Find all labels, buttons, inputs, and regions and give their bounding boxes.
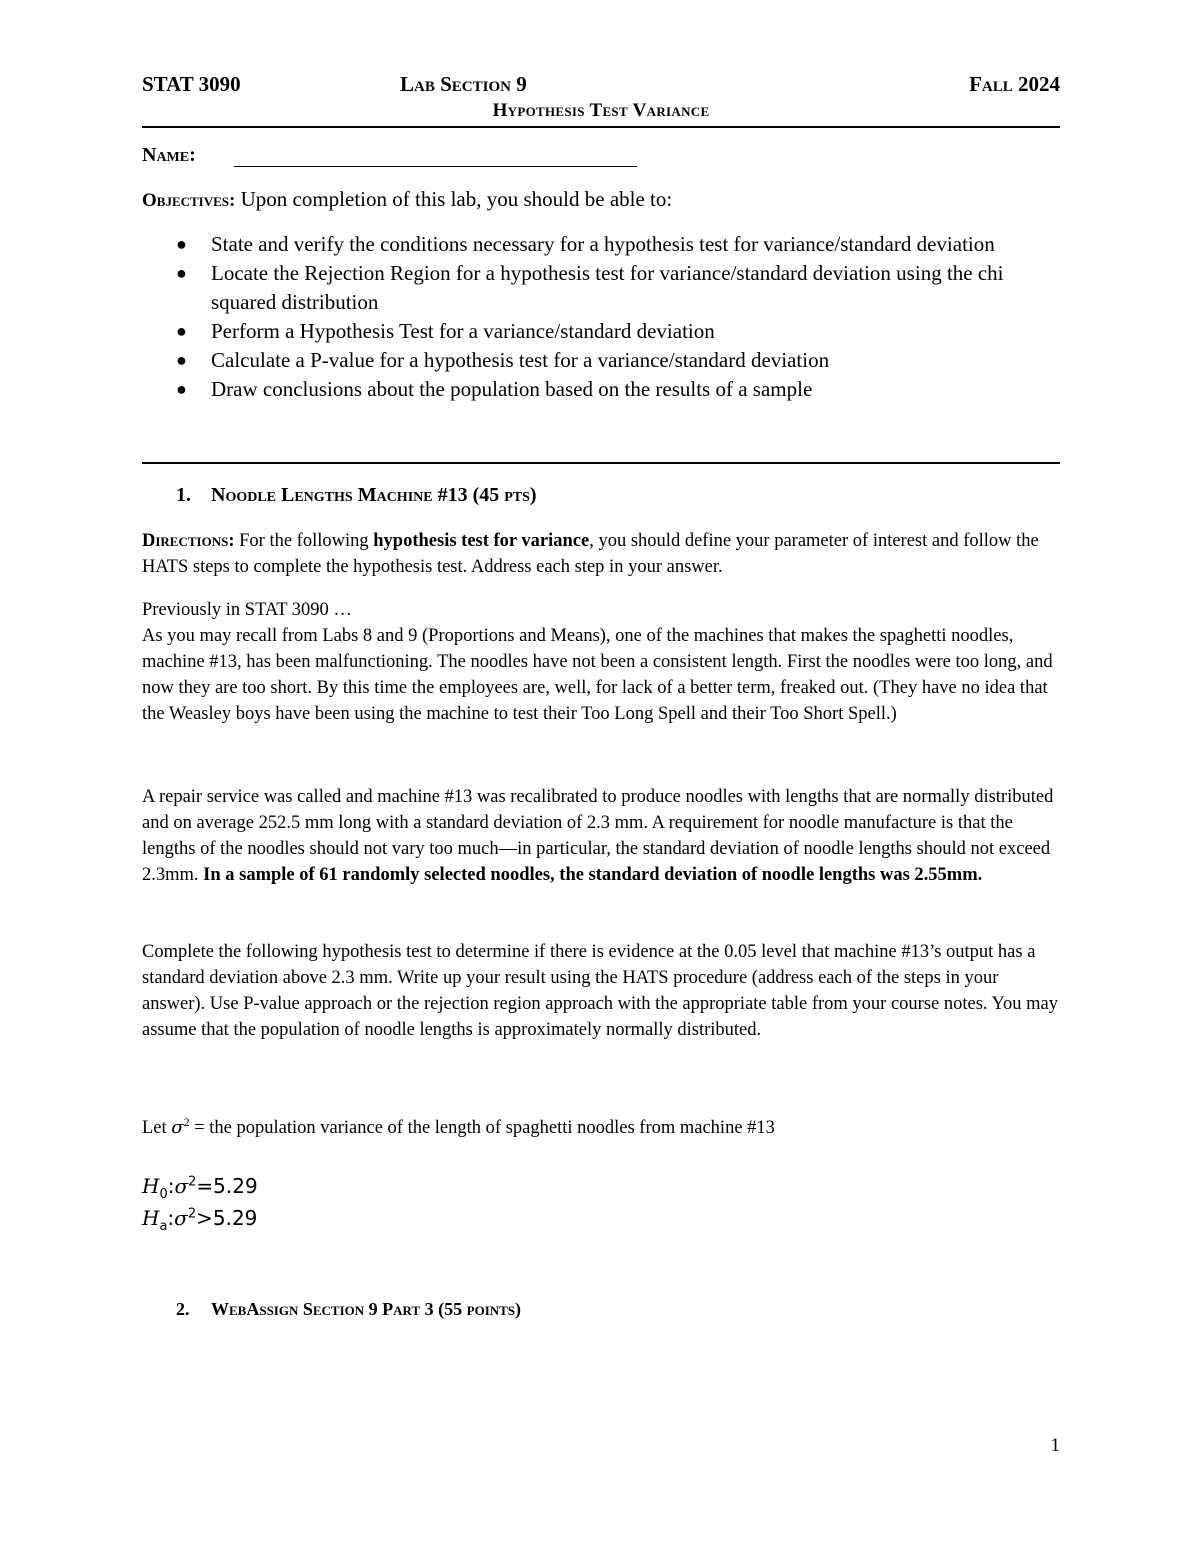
document-page bbox=[142, 0, 1060, 1553]
objectives-label: Objectives: bbox=[142, 190, 236, 211]
section-number: 2. bbox=[176, 1299, 190, 1319]
list-item: ● Draw conclusions about the population based on the results of a sample bbox=[142, 375, 1042, 404]
bullet-icon: ● bbox=[176, 379, 187, 399]
bullet-icon: ● bbox=[176, 321, 187, 341]
repair-paragraph: A repair service was called and machine #13 was recalibrated to produce noodles with lengths that are normally distributed and on average 252.5 mm long with a standard deviation of 2.3 mm. A requirement for noodle manufacture is that the lengths of the noodles should not vary too much—in particular, the standard deviation of noodle lengths should not exceed 2.3mm. In a sample of 61 randomly selected noodles, the standard deviation of noodle lengths was 2.55mm. bbox=[142, 787, 1054, 885]
lab-title: Lab Section 9 bbox=[400, 72, 527, 96]
bullet-icon: ● bbox=[176, 263, 187, 283]
parameter-definition: Let $\sigma^2$ = the population variance of the length of spaghetti noodles from machine #13 bbox=[142, 1114, 775, 1138]
null-hypothesis: $H_0:\sigma^2=5.29$ bbox=[142, 1174, 258, 1202]
lab-subtitle: Hypothesis Test Variance bbox=[492, 100, 710, 121]
objectives-intro bbox=[142, 187, 672, 212]
bullet-icon: ● bbox=[176, 234, 187, 254]
header-divider bbox=[142, 126, 1060, 128]
section-2-heading bbox=[176, 1299, 521, 1320]
objectives-divider bbox=[142, 462, 1060, 464]
list-item: ● Perform a Hypothesis Test for a variance/standard deviation bbox=[142, 317, 1042, 346]
course-code: STAT 3090 bbox=[142, 72, 241, 96]
objectives-list bbox=[142, 230, 1042, 404]
section-title: WebAssign Section 9 Part 3 (55 points) bbox=[211, 1299, 522, 1319]
section-number: 1. bbox=[176, 484, 191, 506]
header bbox=[142, 72, 1060, 102]
name-blank-line bbox=[234, 166, 637, 167]
list-item: ● Calculate a P-value for a hypothesis test for a variance/standard deviation bbox=[142, 346, 1042, 375]
term: Fall 2024 bbox=[969, 72, 1060, 96]
section-1-heading bbox=[176, 484, 537, 507]
page-number: 1 bbox=[1050, 1435, 1060, 1456]
bullet-icon: ● bbox=[176, 350, 187, 370]
objectives-intro-text: Upon completion of this lab, you should be able to: bbox=[235, 187, 673, 211]
alternative-hypothesis: $H_a:\sigma^2>5.29$ bbox=[142, 1206, 258, 1234]
directions-paragraph: Directions: For the following hypothesis test for variance, you should define your parameter of interest and follow the HATS steps to complete the hypothesis test. Address each step in your answer. bbox=[142, 531, 1039, 577]
name-label: Name: bbox=[142, 144, 196, 166]
previously-paragraph: Previously in STAT 3090 … As you may recall from Labs 8 and 9 (Proportions and Means), one of the machines that makes the spaghetti noodles, machine #13, has been malfunctioning. The noodles have not been a consistent length. First the noodles were too long, and now they are too short. By this time the employees are, well, for lack of a better term, freaked out. (They have no idea that the Weasley boys have been using the machine to test their Too Long Spell and their Too Short Spell.) bbox=[142, 600, 1053, 724]
instructions-paragraph: Complete the following hypothesis test to determine if there is evidence at the 0.05 level that machine #13’s output has a standard deviation above 2.3 mm. Write up your result using the HATS procedure (address each of the steps in your answer). Use P-value approach or the rejection region approach with the appropriate table from your course notes. You may assume that the population of noodle lengths is approximately normally distributed. bbox=[142, 942, 1058, 1040]
list-item: ● Locate the Rejection Region for a hypothesis test for variance/standard deviation using the chi squared distribution bbox=[176, 261, 1004, 314]
directions-label: Directions: bbox=[142, 531, 235, 551]
list-item: ● State and verify the conditions necessary for a hypothesis test for variance/standard deviation bbox=[142, 230, 1042, 259]
section-title: Noodle Lengths Machine #13 (45 pts) bbox=[211, 484, 537, 506]
